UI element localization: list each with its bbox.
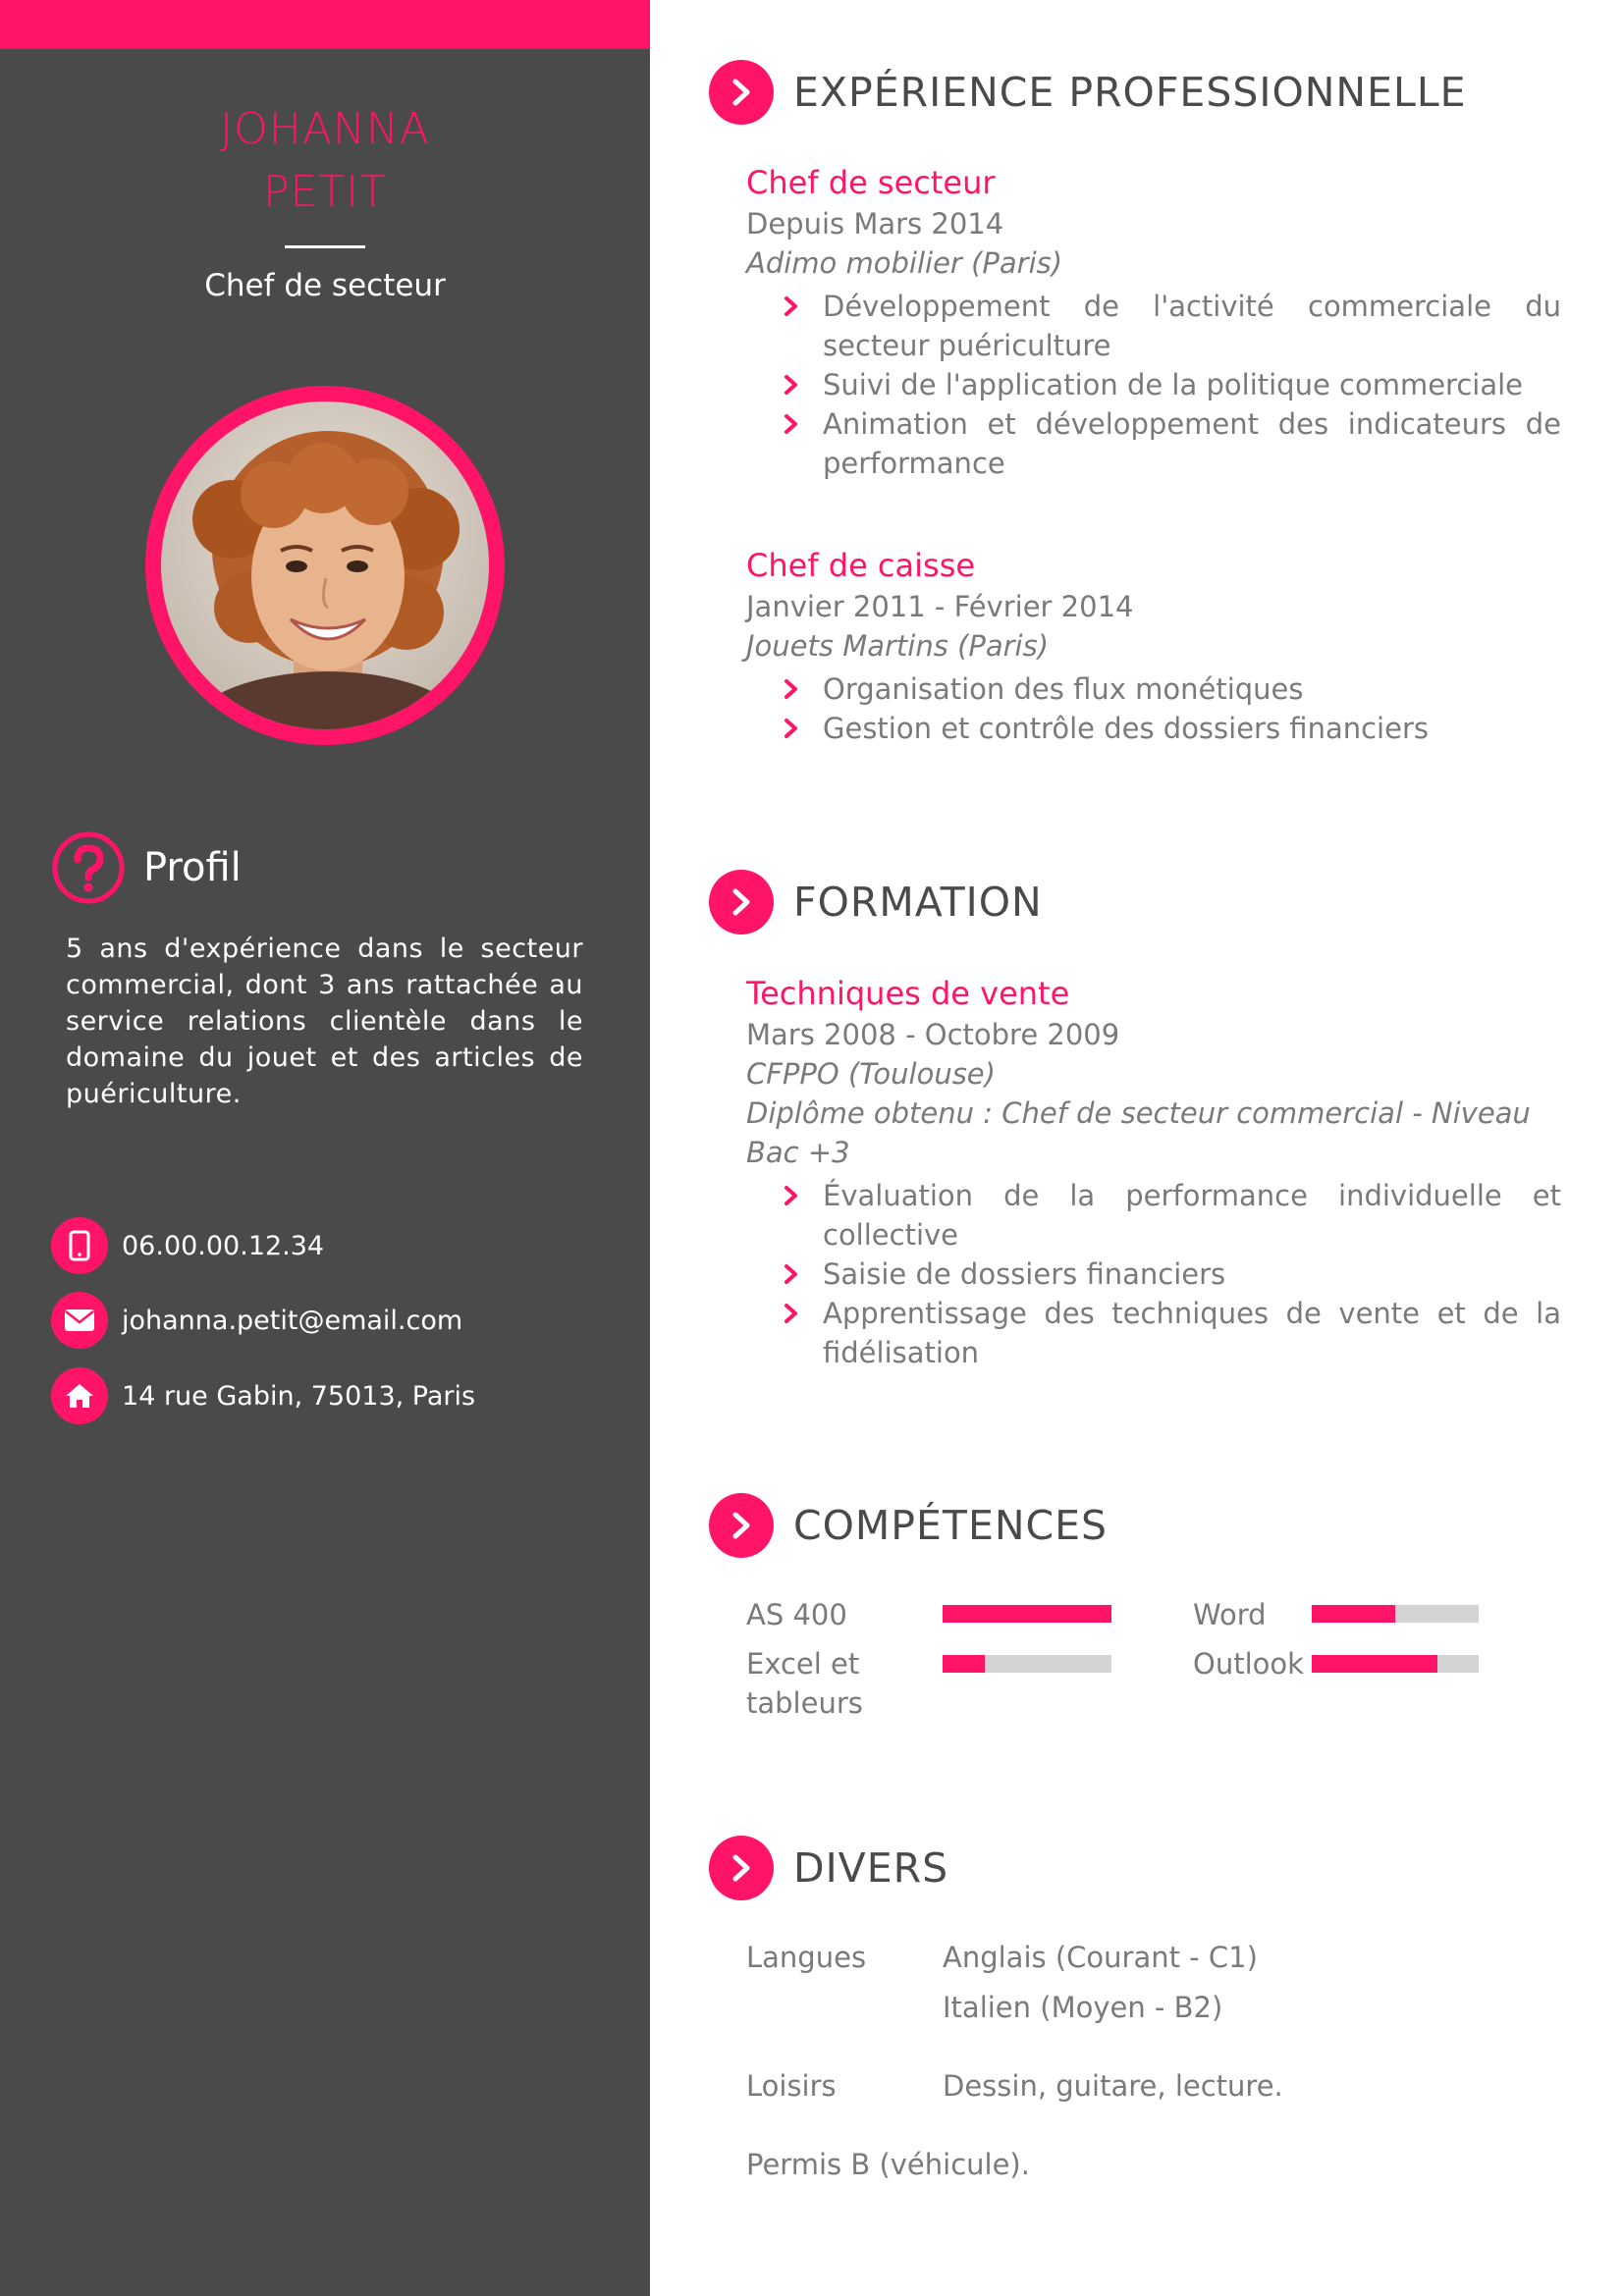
chevron-right-icon — [782, 374, 801, 396]
skill-label: Excel et tableurs — [746, 1647, 863, 1720]
skill-label: AS 400 — [746, 1598, 847, 1631]
chevron-right-icon — [709, 1493, 774, 1558]
formation-school: CFPPO (Toulouse) — [746, 1057, 996, 1091]
name-divider — [285, 245, 365, 248]
profile-photo-frame — [145, 386, 505, 745]
chevron-right-icon — [782, 295, 801, 317]
hobbies-value: Dessin, guitare, lecture. — [943, 2069, 1283, 2103]
job-period: Janvier 2011 - Février 2014 — [746, 590, 1134, 623]
license-text: Permis B (véhicule). — [746, 2148, 1030, 2181]
list-item — [746, 365, 1561, 404]
formation-period: Mars 2008 - Octobre 2009 — [746, 1018, 1120, 1051]
profile-photo — [161, 401, 489, 729]
job-bullets — [746, 669, 1561, 748]
contact-phone-text: 06.00.00.12.34 — [122, 1230, 325, 1261]
envelope-icon — [51, 1292, 108, 1349]
formation-diploma: Diplôme obtenu : Chef de secteur commercial - Niveau Bac +3 — [746, 1096, 1531, 1169]
languages-label: Langues — [746, 1941, 867, 1974]
divers-heading — [709, 1836, 948, 1900]
list-item — [746, 709, 1561, 748]
skill-bar — [1312, 1655, 1479, 1673]
hobbies-label: Loisirs — [746, 2069, 837, 2103]
question-circle-icon — [51, 830, 126, 905]
bullet-text: Organisation des flux monétiques — [823, 672, 1304, 706]
list-item — [746, 1255, 1561, 1294]
formation-bullets — [746, 1176, 1561, 1372]
list-item — [746, 287, 1561, 365]
sidebar — [0, 0, 650, 2296]
chevron-right-icon — [782, 1185, 801, 1206]
list-item — [746, 669, 1561, 709]
formation-course: Techniques de vente — [746, 975, 1070, 1012]
chevron-right-icon — [709, 1836, 774, 1900]
phone-icon — [51, 1217, 108, 1274]
language-item: Italien (Moyen - B2) — [943, 1991, 1223, 2024]
name-block — [0, 98, 650, 305]
list-item — [746, 1176, 1561, 1255]
formation-entry — [746, 972, 1561, 1372]
job-company: Jouets Martins (Paris) — [746, 629, 1050, 663]
job-bullets — [746, 287, 1561, 483]
skills-title: COMPÉTENCES — [793, 1502, 1109, 1549]
skill-label: Outlook — [1193, 1647, 1304, 1681]
sidebar-accent-bar — [0, 0, 650, 49]
skill-label: Word — [1193, 1598, 1267, 1631]
home-icon — [51, 1367, 108, 1424]
skill-bar-fill — [1312, 1605, 1395, 1623]
contact-phone — [51, 1217, 324, 1274]
skill-bar-fill — [1312, 1655, 1437, 1673]
first-name: JOHANNA — [220, 104, 430, 154]
chevron-right-icon — [782, 1263, 801, 1285]
experience-title: EXPÉRIENCE PROFESSIONNELLE — [793, 69, 1467, 116]
contact-email-text: johanna.petit@email.com — [122, 1305, 463, 1336]
chevron-right-icon — [709, 60, 774, 125]
list-item — [746, 404, 1561, 483]
job-title: Chef de secteur — [746, 164, 996, 201]
bullet-text: Développement de l'activité commerciale du secteur puériculture — [823, 290, 1561, 362]
profile-text: 5 ans d'expérience dans le secteur commercial, dont 3 ans rattachée au service relations clientèle dans le domaine du jouet et des articles de puériculture. — [66, 934, 583, 1109]
skills-heading — [709, 1493, 1108, 1558]
skill-bar-fill — [943, 1655, 985, 1673]
bullet-text: Animation et développement des indicateurs de performance — [823, 407, 1561, 480]
bullet-text: Évaluation de la performance individuelle et collective — [823, 1179, 1561, 1252]
language-item: Anglais (Courant - C1) — [943, 1941, 1258, 1974]
contact-email — [51, 1292, 462, 1349]
list-item — [746, 1294, 1561, 1372]
divers-title: DIVERS — [793, 1844, 949, 1892]
bullet-text: Suivi de l'application de la politique commerciale — [823, 368, 1524, 401]
job-entry — [746, 161, 1561, 483]
job-title: Chef de caisse — [746, 547, 976, 584]
skill-bar-fill — [943, 1605, 1111, 1623]
skill-bar — [1312, 1605, 1479, 1623]
skill-bar — [943, 1655, 1111, 1673]
bullet-text: Gestion et contrôle des dossiers financiers — [823, 712, 1429, 745]
chevron-right-icon — [709, 870, 774, 934]
formation-title: FORMATION — [793, 879, 1043, 926]
contact-address-text: 14 rue Gabin, 75013, Paris — [122, 1380, 476, 1412]
profile-title: Profil — [143, 845, 242, 890]
job-company: Adimo mobilier (Paris) — [746, 246, 1063, 280]
chevron-right-icon — [782, 413, 801, 435]
job-subtitle: Chef de secteur — [204, 268, 446, 303]
formation-heading — [709, 870, 1043, 934]
chevron-right-icon — [782, 1303, 801, 1324]
job-entry — [746, 544, 1561, 748]
bullet-text: Saisie de dossiers financiers — [823, 1257, 1226, 1291]
contact-address — [51, 1367, 475, 1424]
last-name: PETIT — [262, 167, 388, 217]
job-period: Depuis Mars 2014 — [746, 207, 1004, 240]
experience-heading — [709, 60, 1467, 125]
chevron-right-icon — [782, 718, 801, 739]
bullet-text: Apprentissage des techniques de vente et de la fidélisation — [823, 1297, 1561, 1369]
chevron-right-icon — [782, 678, 801, 700]
skill-bar — [943, 1605, 1111, 1623]
profile-heading — [51, 830, 242, 905]
